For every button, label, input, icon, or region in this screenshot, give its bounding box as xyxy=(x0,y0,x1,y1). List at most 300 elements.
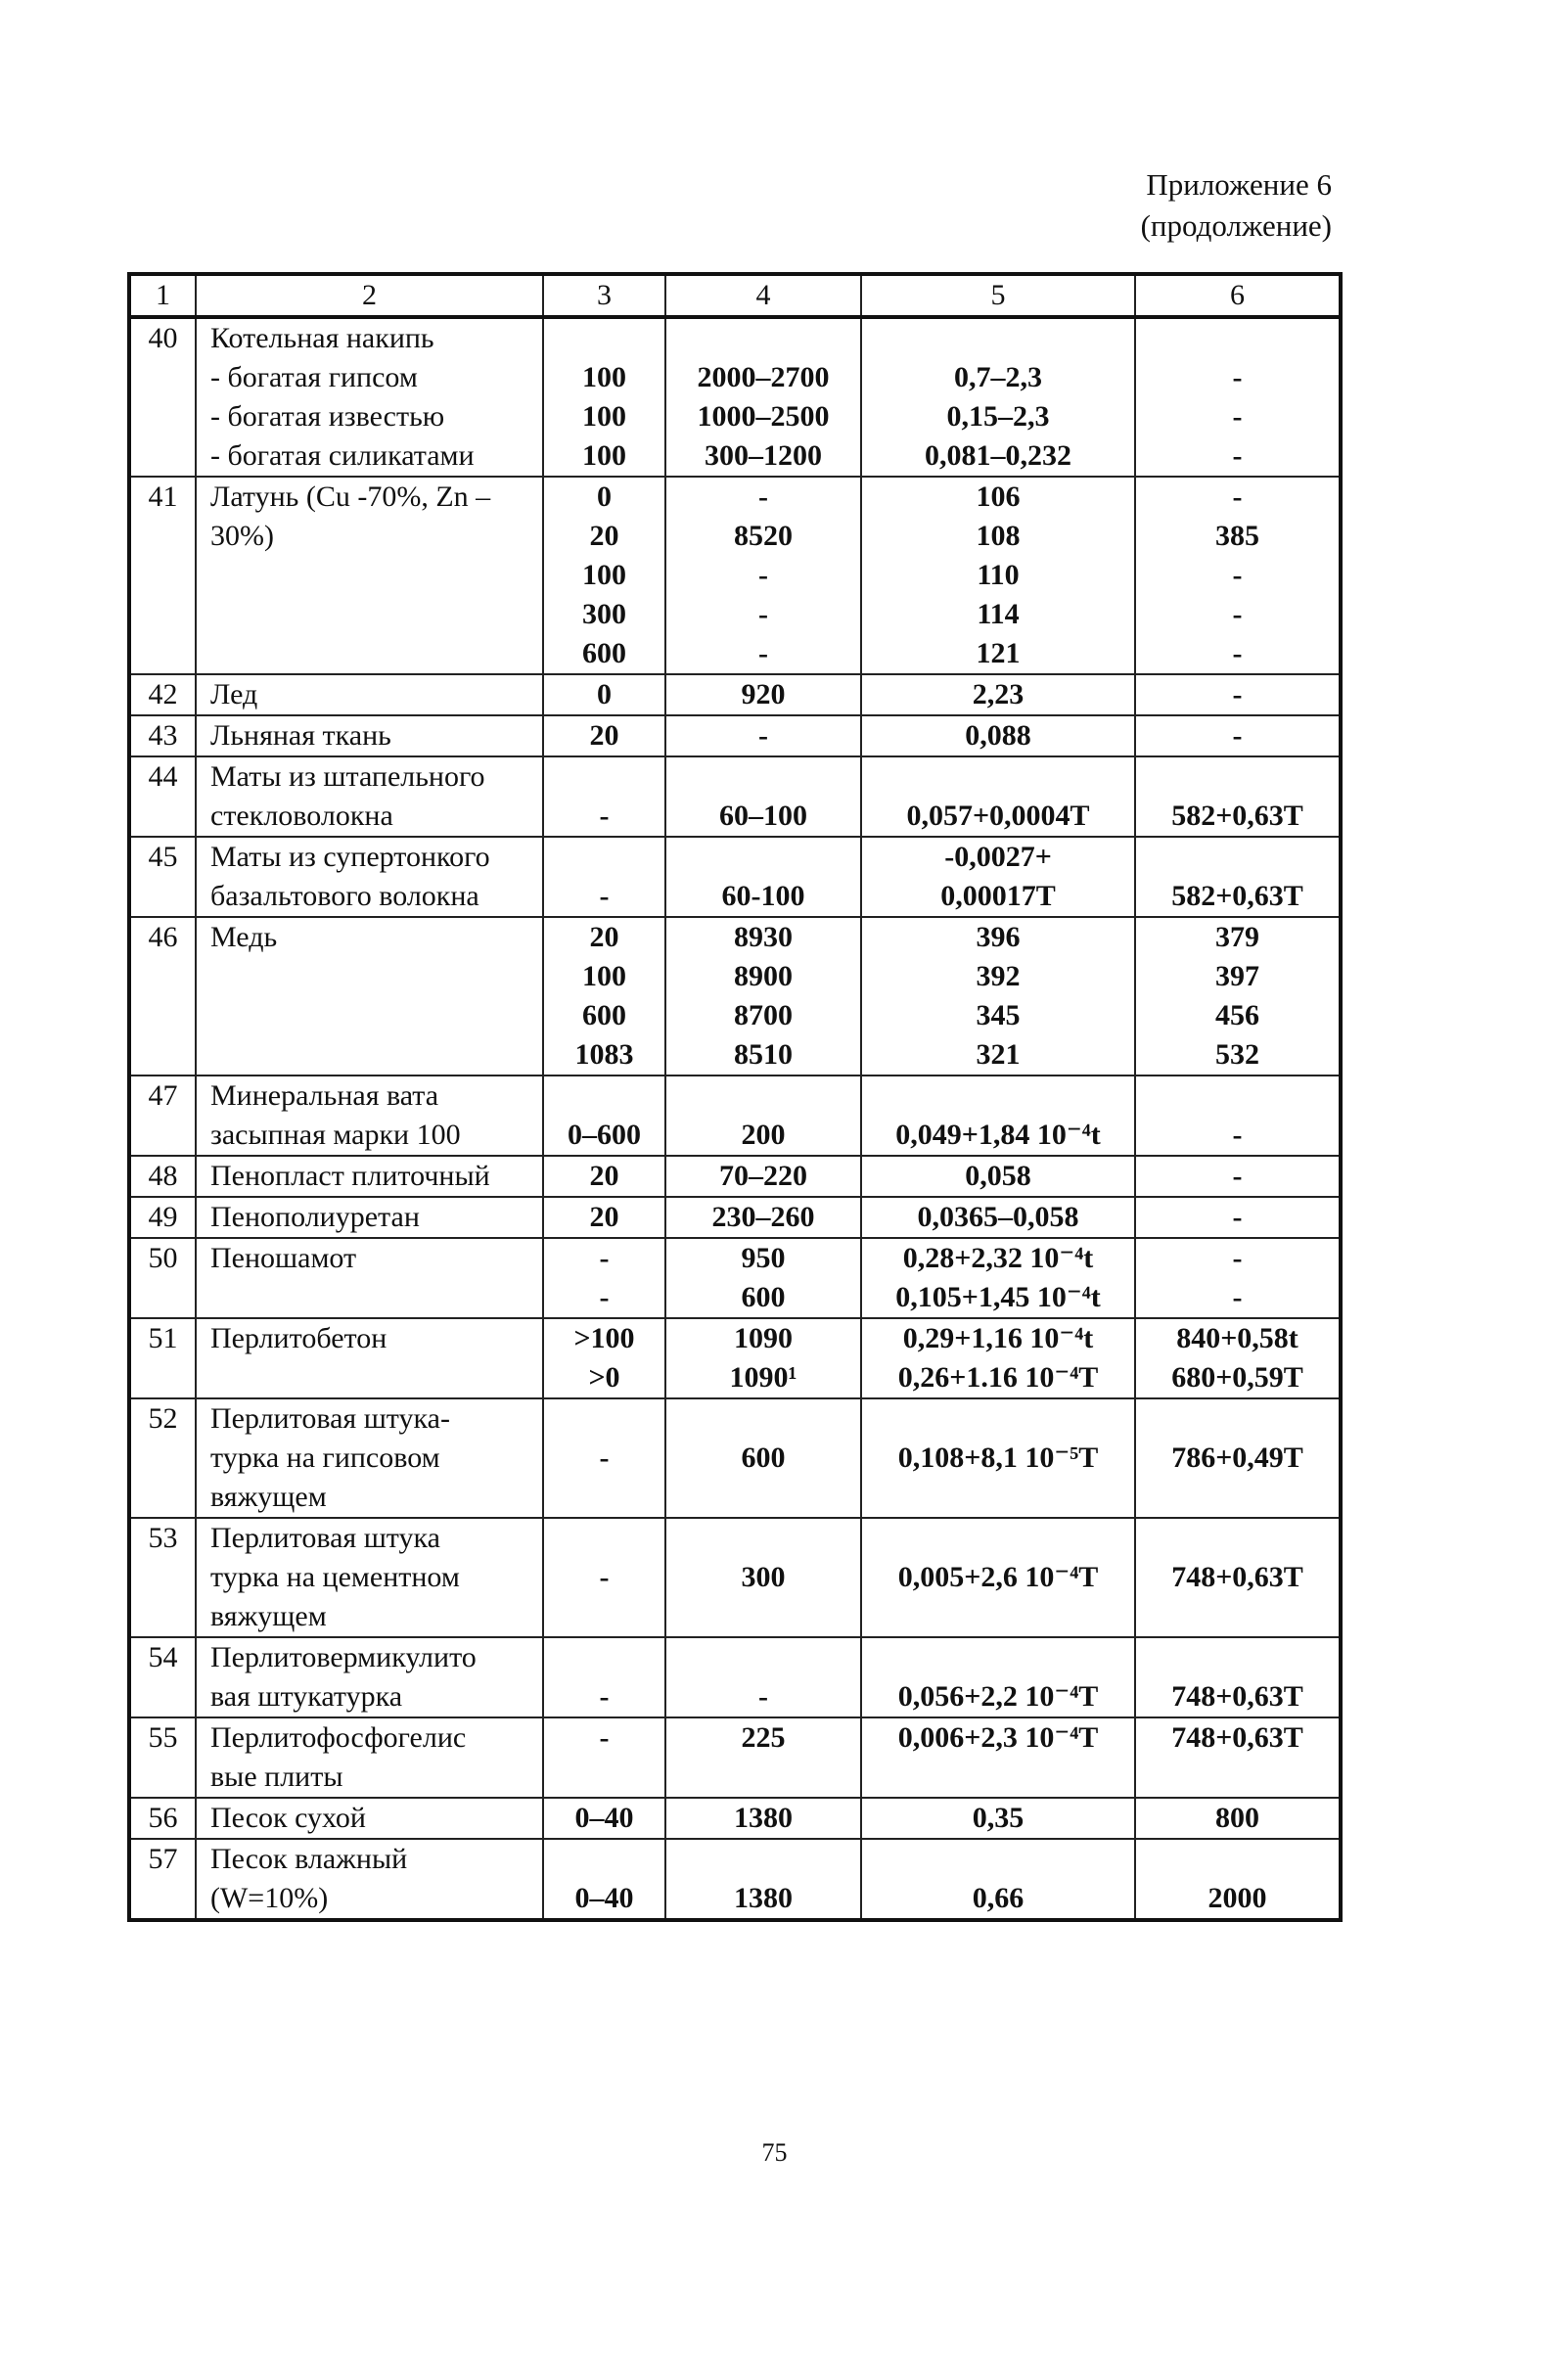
heat-capacity-cell-line: - xyxy=(1232,1119,1243,1151)
heat-capacity-cell-line: - xyxy=(1232,598,1243,630)
density-cell-line xyxy=(666,838,860,877)
material-name-line: вые плиты xyxy=(210,1761,343,1793)
row-number: 56 xyxy=(129,1798,196,1839)
density-cell xyxy=(665,477,861,674)
heat-capacity-cell-line: - xyxy=(1232,1201,1243,1233)
material-name-line: Медь xyxy=(210,921,278,953)
heat-capacity-cell xyxy=(1135,1156,1341,1197)
conductivity-cell-line: 396 xyxy=(976,921,1021,953)
density-cell-line: 1090¹ xyxy=(729,1361,797,1394)
material-name-line: Пенопласт плиточный xyxy=(210,1160,490,1192)
table-row xyxy=(129,837,1341,917)
material-name-line xyxy=(210,957,542,996)
density-cell-line: 8520 xyxy=(734,520,793,552)
conductivity-cell-line: 0,005+2,6 10⁻⁴T xyxy=(897,1561,1099,1593)
conductivity-cell-line: 345 xyxy=(976,999,1021,1031)
temperature-cell xyxy=(543,1518,665,1637)
density-cell-line: - xyxy=(758,559,768,591)
material-name-line: - богатая известью xyxy=(210,400,445,433)
material-name-line: Перлитобетон xyxy=(210,1322,387,1354)
density-cell-line: 1380 xyxy=(734,1802,793,1834)
density-cell-line xyxy=(666,319,860,358)
density-cell-line: 60-100 xyxy=(721,880,805,912)
temperature-cell-line: 100 xyxy=(582,400,626,433)
density-cell-line: 300 xyxy=(741,1561,786,1593)
material-name xyxy=(196,1637,543,1717)
heat-capacity-cell xyxy=(1135,1518,1341,1637)
density-cell-line: 200 xyxy=(741,1119,786,1151)
temperature-cell-line: 100 xyxy=(582,559,626,591)
material-name-line xyxy=(210,1278,542,1317)
density-cell xyxy=(665,317,861,477)
temperature-cell xyxy=(543,837,665,917)
heat-capacity-cell-line: - xyxy=(1232,361,1243,393)
material-name xyxy=(196,674,543,715)
density-cell-line: 8900 xyxy=(734,960,793,992)
temperature-cell-line xyxy=(544,838,664,877)
materials-table xyxy=(127,272,1343,1922)
density-cell-line xyxy=(666,1758,860,1797)
material-name-line: вяжущем xyxy=(210,1481,327,1513)
material-name xyxy=(196,1717,543,1798)
density-cell-line: - xyxy=(758,1680,768,1713)
conductivity-cell-line: 0,056+2,2 10⁻⁴T xyxy=(897,1680,1099,1713)
material-name-line: Котельная накипь xyxy=(210,322,434,354)
conductivity-cell xyxy=(861,715,1135,756)
row-number: 45 xyxy=(129,837,196,917)
conductivity-cell xyxy=(861,1518,1135,1637)
table-row xyxy=(129,1197,1341,1238)
material-name xyxy=(196,1156,543,1197)
material-name-line: стекловолокна xyxy=(210,800,393,832)
table-row xyxy=(129,1156,1341,1197)
material-name xyxy=(196,477,543,674)
conductivity-cell-line xyxy=(862,319,1134,358)
temperature-cell-line: 100 xyxy=(582,361,626,393)
conductivity-cell-line: 106 xyxy=(976,481,1021,513)
column-header: 6 xyxy=(1135,274,1341,317)
material-name xyxy=(196,1318,543,1398)
conductivity-cell xyxy=(861,1156,1135,1197)
heat-capacity-cell-line xyxy=(1136,1758,1339,1797)
column-header: 5 xyxy=(861,274,1135,317)
appendix-continuation: (продолжение) xyxy=(1140,208,1332,243)
density-cell xyxy=(665,1717,861,1798)
temperature-cell-line xyxy=(544,1076,664,1116)
density-cell-line: 1380 xyxy=(734,1882,793,1914)
heat-capacity-cell-line: 840+0,58t xyxy=(1176,1322,1298,1354)
table-row xyxy=(129,1839,1341,1920)
heat-capacity-cell-line: - xyxy=(1232,1160,1243,1192)
density-cell-line: 1000–2500 xyxy=(697,400,830,433)
column-header: 2 xyxy=(196,274,543,317)
heat-capacity-cell xyxy=(1135,715,1341,756)
density-cell-line xyxy=(666,1519,860,1558)
conductivity-cell xyxy=(861,837,1135,917)
row-number: 48 xyxy=(129,1156,196,1197)
temperature-cell-line: >0 xyxy=(588,1361,620,1394)
material-name-line: Маты из штапельного xyxy=(210,760,485,793)
density-cell-line xyxy=(666,1597,860,1636)
conductivity-cell-line xyxy=(862,1840,1134,1879)
conductivity-cell-line xyxy=(862,1758,1134,1797)
material-name-line: - богатая гипсом xyxy=(210,361,418,393)
material-name-line xyxy=(210,556,542,595)
conductivity-cell xyxy=(861,477,1135,674)
heat-capacity-cell-line: 680+0,59T xyxy=(1171,1361,1303,1394)
conductivity-cell xyxy=(861,674,1135,715)
heat-capacity-cell xyxy=(1135,1637,1341,1717)
density-cell-line: 230–260 xyxy=(711,1201,815,1233)
heat-capacity-cell xyxy=(1135,756,1341,837)
temperature-cell xyxy=(543,1798,665,1839)
conductivity-cell-line: 0,0365–0,058 xyxy=(917,1201,1079,1233)
table-row xyxy=(129,715,1341,756)
conductivity-cell-line: 108 xyxy=(976,520,1021,552)
table-row xyxy=(129,1238,1341,1318)
density-cell-line: 950 xyxy=(741,1242,786,1274)
temperature-cell-line: 600 xyxy=(582,999,626,1031)
density-cell-line: - xyxy=(758,598,768,630)
conductivity-cell-line: -0,0027+ xyxy=(944,841,1052,873)
temperature-cell-line xyxy=(544,1478,664,1517)
material-name-line: Лед xyxy=(210,678,258,710)
material-name-line: базальтового волокна xyxy=(210,880,479,912)
material-name xyxy=(196,1798,543,1839)
row-number: 42 xyxy=(129,674,196,715)
heat-capacity-cell xyxy=(1135,477,1341,674)
conductivity-cell xyxy=(861,1238,1135,1318)
temperature-cell-line: - xyxy=(599,1721,610,1754)
table-row xyxy=(129,1398,1341,1518)
table-row xyxy=(129,756,1341,837)
conductivity-cell-line: 121 xyxy=(976,637,1021,669)
material-name xyxy=(196,756,543,837)
conductivity-cell-line: 0,058 xyxy=(965,1160,1031,1192)
density-cell-line: - xyxy=(758,637,768,669)
page-number: 75 xyxy=(761,2138,788,2167)
heat-capacity-cell xyxy=(1135,317,1341,477)
heat-capacity-cell xyxy=(1135,1197,1341,1238)
heat-capacity-cell-line: - xyxy=(1232,559,1243,591)
material-name xyxy=(196,837,543,917)
temperature-cell xyxy=(543,1398,665,1518)
heat-capacity-cell-line xyxy=(1136,838,1339,877)
heat-capacity-cell-line: 397 xyxy=(1215,960,1259,992)
material-name-line: турка на цементном xyxy=(210,1561,460,1593)
heat-capacity-cell xyxy=(1135,674,1341,715)
temperature-cell-line: 0 xyxy=(597,481,612,513)
material-name xyxy=(196,1076,543,1156)
conductivity-cell-line xyxy=(862,1399,1134,1439)
temperature-cell-line xyxy=(544,1597,664,1636)
conductivity-cell-line xyxy=(862,1519,1134,1558)
temperature-cell xyxy=(543,917,665,1076)
temperature-cell-line xyxy=(544,319,664,358)
heat-capacity-cell xyxy=(1135,1839,1341,1920)
density-cell-line: 70–220 xyxy=(719,1160,807,1192)
density-cell xyxy=(665,1637,861,1717)
table-row xyxy=(129,1637,1341,1717)
temperature-cell-line: 20 xyxy=(589,520,619,552)
temperature-cell xyxy=(543,1076,665,1156)
temperature-cell-line: - xyxy=(599,1680,610,1713)
density-cell-line: 8700 xyxy=(734,999,793,1031)
material-name-line: Перлитовая штука xyxy=(210,1522,440,1554)
material-name-line xyxy=(210,1358,542,1397)
heat-capacity-cell-line: 786+0,49T xyxy=(1171,1442,1303,1474)
conductivity-cell-line xyxy=(862,1478,1134,1517)
conductivity-cell-line: 0,105+1,45 10⁻⁴t xyxy=(895,1281,1101,1313)
column-header: 1 xyxy=(129,274,196,317)
conductivity-cell xyxy=(861,1839,1135,1920)
heat-capacity-cell-line xyxy=(1136,757,1339,797)
temperature-cell-line xyxy=(544,1519,664,1558)
conductivity-cell-line: 0,00017T xyxy=(940,880,1056,912)
density-cell-line: 920 xyxy=(741,678,786,710)
density-cell xyxy=(665,715,861,756)
conductivity-cell-line: 0,088 xyxy=(965,719,1031,752)
density-cell-line: 600 xyxy=(741,1442,786,1474)
table-row xyxy=(129,1318,1341,1398)
row-number: 53 xyxy=(129,1518,196,1637)
heat-capacity-cell-line: - xyxy=(1232,400,1243,433)
material-name-line: вяжущем xyxy=(210,1600,327,1632)
material-name-line: Льняная ткань xyxy=(210,719,391,752)
heat-capacity-cell-line xyxy=(1136,1638,1339,1677)
heat-capacity-cell-line: 582+0,63T xyxy=(1171,880,1303,912)
column-header: 3 xyxy=(543,274,665,317)
density-cell xyxy=(665,837,861,917)
density-cell-line xyxy=(666,1478,860,1517)
conductivity-cell xyxy=(861,1197,1135,1238)
material-name xyxy=(196,715,543,756)
heat-capacity-cell-line xyxy=(1136,319,1339,358)
material-name-line: (W=10%) xyxy=(210,1882,329,1914)
heat-capacity-cell-line: 748+0,63T xyxy=(1171,1680,1303,1713)
density-cell xyxy=(665,1156,861,1197)
heat-capacity-cell-line: - xyxy=(1232,1281,1243,1313)
material-name xyxy=(196,317,543,477)
density-cell-line xyxy=(666,1840,860,1879)
material-name xyxy=(196,1398,543,1518)
conductivity-cell-line: 0,15–2,3 xyxy=(946,400,1050,433)
conductivity-cell-line: 0,66 xyxy=(972,1882,1025,1914)
temperature-cell-line xyxy=(544,1399,664,1439)
density-cell-line xyxy=(666,1076,860,1116)
heat-capacity-cell-line: 456 xyxy=(1215,999,1259,1031)
temperature-cell-line: - xyxy=(599,1281,610,1313)
material-name xyxy=(196,1839,543,1920)
heat-capacity-cell xyxy=(1135,1238,1341,1318)
temperature-cell-line xyxy=(544,757,664,797)
heat-capacity-cell-line: 800 xyxy=(1215,1802,1259,1834)
temperature-cell xyxy=(543,674,665,715)
temperature-cell xyxy=(543,1156,665,1197)
appendix-heading xyxy=(1141,164,1332,247)
row-number: 57 xyxy=(129,1839,196,1920)
heat-capacity-cell-line: 532 xyxy=(1215,1038,1259,1071)
table-header-row xyxy=(129,274,1341,317)
conductivity-cell-line: 0,28+2,32 10⁻⁴t xyxy=(902,1242,1094,1274)
conductivity-cell xyxy=(861,317,1135,477)
conductivity-cell-line: 0,26+1.16 10⁻⁴T xyxy=(897,1361,1099,1394)
conductivity-cell-line: 0,35 xyxy=(972,1802,1025,1834)
temperature-cell xyxy=(543,1717,665,1798)
conductivity-cell-line: 114 xyxy=(977,598,1020,630)
material-name xyxy=(196,1238,543,1318)
heat-capacity-cell-line xyxy=(1136,1076,1339,1116)
heat-capacity-cell-line xyxy=(1136,1840,1339,1879)
row-number: 50 xyxy=(129,1238,196,1318)
material-name-line: Перлитофосфогелис xyxy=(210,1721,467,1754)
temperature-cell xyxy=(543,1839,665,1920)
table-row xyxy=(129,1717,1341,1798)
density-cell-line: - xyxy=(758,481,768,513)
temperature-cell-line: 300 xyxy=(582,598,626,630)
temperature-cell xyxy=(543,477,665,674)
density-cell-line xyxy=(666,1638,860,1677)
density-cell xyxy=(665,1839,861,1920)
heat-capacity-cell xyxy=(1135,837,1341,917)
temperature-cell xyxy=(543,715,665,756)
temperature-cell-line: 100 xyxy=(582,439,626,472)
material-name-line: Перлитовермикулито xyxy=(210,1641,477,1673)
heat-capacity-cell-line xyxy=(1136,1478,1339,1517)
table-row xyxy=(129,317,1341,477)
conductivity-cell-line xyxy=(862,757,1134,797)
conductivity-cell-line: 0,29+1,16 10⁻⁴t xyxy=(902,1322,1094,1354)
temperature-cell xyxy=(543,1197,665,1238)
material-name-line: Пенополиуретан xyxy=(210,1201,420,1233)
material-name-line: турка на гипсовом xyxy=(210,1442,440,1474)
temperature-cell-line xyxy=(544,1638,664,1677)
table-row xyxy=(129,674,1341,715)
row-number: 44 xyxy=(129,756,196,837)
density-cell xyxy=(665,1318,861,1398)
density-cell xyxy=(665,674,861,715)
conductivity-cell-line: 110 xyxy=(977,559,1020,591)
material-name-line: Перлитовая штука- xyxy=(210,1402,450,1435)
heat-capacity-cell-line xyxy=(1136,1519,1339,1558)
temperature-cell xyxy=(543,317,665,477)
density-cell-line: 8510 xyxy=(734,1038,793,1071)
temperature-cell-line: >100 xyxy=(573,1322,635,1354)
row-number: 43 xyxy=(129,715,196,756)
density-cell xyxy=(665,1518,861,1637)
appendix-title: Приложение 6 xyxy=(1146,167,1332,202)
density-cell-line: 225 xyxy=(741,1721,786,1754)
heat-capacity-cell-line: 748+0,63T xyxy=(1171,1561,1303,1593)
heat-capacity-cell-line: 385 xyxy=(1215,520,1259,552)
material-name-line: 30%) xyxy=(210,520,274,552)
conductivity-cell-line xyxy=(862,1076,1134,1116)
density-cell-line: 600 xyxy=(741,1281,786,1313)
material-name-line xyxy=(210,1035,542,1075)
heat-capacity-cell-line: - xyxy=(1232,678,1243,710)
row-number: 46 xyxy=(129,917,196,1076)
material-name-line: - богатая силикатами xyxy=(210,439,475,472)
density-cell-line xyxy=(666,1399,860,1439)
conductivity-cell-line: 321 xyxy=(976,1038,1021,1071)
temperature-cell xyxy=(543,756,665,837)
temperature-cell-line: 100 xyxy=(582,960,626,992)
row-number: 49 xyxy=(129,1197,196,1238)
density-cell xyxy=(665,1076,861,1156)
conductivity-cell-line: 2,23 xyxy=(972,678,1025,710)
table-row xyxy=(129,477,1341,674)
heat-capacity-cell xyxy=(1135,1798,1341,1839)
temperature-cell-line: 600 xyxy=(582,637,626,669)
temperature-cell-line: - xyxy=(599,800,610,832)
conductivity-cell-line: 392 xyxy=(976,960,1021,992)
density-cell-line: 60–100 xyxy=(719,800,807,832)
conductivity-cell-line: 0,081–0,232 xyxy=(925,439,1071,472)
temperature-cell-line: 20 xyxy=(589,719,619,752)
row-number: 54 xyxy=(129,1637,196,1717)
density-cell xyxy=(665,756,861,837)
density-cell-line: 300–1200 xyxy=(705,439,822,472)
heat-capacity-cell xyxy=(1135,1318,1341,1398)
material-name-line: засыпная марки 100 xyxy=(210,1119,461,1151)
temperature-cell-line xyxy=(544,1840,664,1879)
conductivity-cell xyxy=(861,756,1135,837)
material-name-line: Маты из супертонкого xyxy=(210,841,490,873)
material-name-line xyxy=(210,634,542,673)
density-cell-line: 8930 xyxy=(734,921,793,953)
density-cell xyxy=(665,917,861,1076)
table-row xyxy=(129,1798,1341,1839)
heat-capacity-cell-line: 379 xyxy=(1215,921,1259,953)
conductivity-cell-line xyxy=(862,1638,1134,1677)
heat-capacity-cell-line: 2000 xyxy=(1207,1882,1267,1914)
temperature-cell-line: 0–600 xyxy=(568,1119,641,1151)
material-name-line: Песок влажный xyxy=(210,1843,408,1875)
temperature-cell xyxy=(543,1238,665,1318)
temperature-cell-line: - xyxy=(599,1561,610,1593)
conductivity-cell xyxy=(861,1798,1135,1839)
heat-capacity-cell xyxy=(1135,1398,1341,1518)
temperature-cell xyxy=(543,1637,665,1717)
heat-capacity-cell xyxy=(1135,917,1341,1076)
temperature-cell-line: 20 xyxy=(589,1160,619,1192)
conductivity-cell-line: 0,049+1,84 10⁻⁴t xyxy=(895,1119,1101,1151)
density-cell xyxy=(665,1398,861,1518)
conductivity-cell-line xyxy=(862,1597,1134,1636)
temperature-cell-line: 20 xyxy=(589,921,619,953)
row-number: 51 xyxy=(129,1318,196,1398)
material-name xyxy=(196,1197,543,1238)
material-name-line: вая штукатурка xyxy=(210,1680,403,1713)
row-number: 41 xyxy=(129,477,196,674)
density-cell xyxy=(665,1238,861,1318)
heat-capacity-cell-line xyxy=(1136,1399,1339,1439)
heat-capacity-cell-line: - xyxy=(1232,719,1243,752)
temperature-cell-line: - xyxy=(599,1242,610,1274)
density-cell-line: - xyxy=(758,719,768,752)
heat-capacity-cell-line: - xyxy=(1232,481,1243,513)
row-number: 40 xyxy=(129,317,196,477)
row-number: 52 xyxy=(129,1398,196,1518)
temperature-cell-line: - xyxy=(599,880,610,912)
temperature-cell-line: 20 xyxy=(589,1201,619,1233)
heat-capacity-cell xyxy=(1135,1717,1341,1798)
temperature-cell-line: 1083 xyxy=(574,1038,634,1071)
density-cell xyxy=(665,1197,861,1238)
material-name-line: Минеральная вата xyxy=(210,1079,439,1112)
material-name-line: Песок сухой xyxy=(210,1802,366,1834)
conductivity-cell-line: 0,108+8,1 10⁻⁵T xyxy=(897,1442,1099,1474)
